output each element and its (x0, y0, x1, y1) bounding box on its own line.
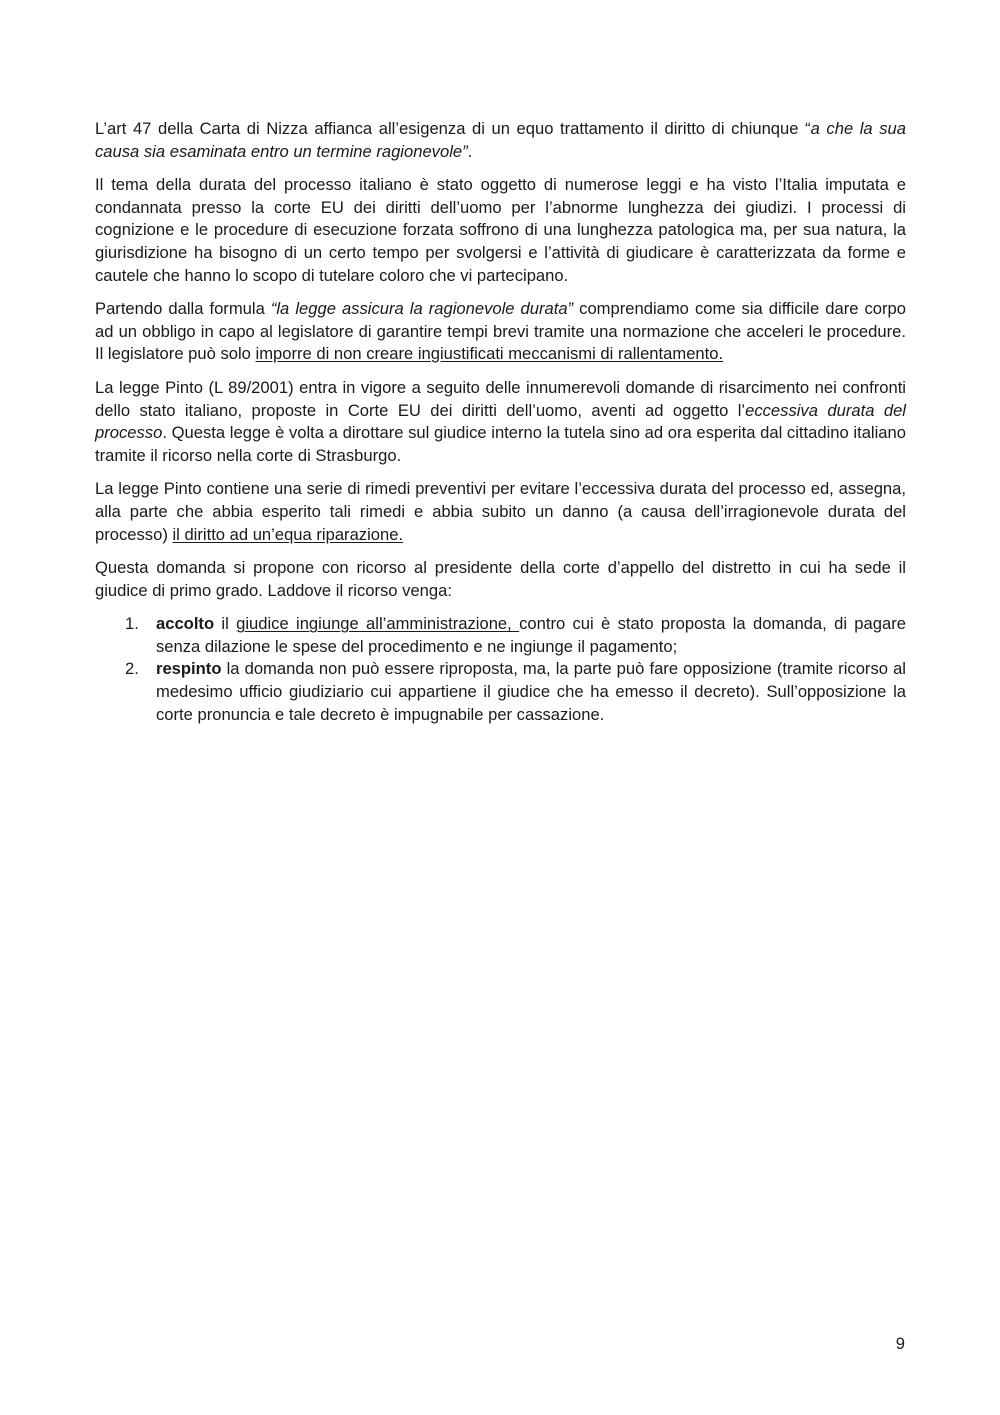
paragraph-legge-pinto-rimedi: La legge Pinto contiene una serie di rimedi preventivi per evitare l’eccessiva durata del processo ed, assegna, alla parte che abbia esperito tali rimedi e abbia subito un danno (a causa dell’irragionevole durata del processo) il diritto ad un’equa riparazione. (95, 479, 906, 544)
italic-text: eccessiva durata del processo (95, 400, 906, 443)
list-item: 2. respinto la domanda non può essere riproposta, ma, la parte può fare opposizione (tramite ricorso al medesimo ufficio giudiziario cui appartiene il giudice che ha emesso il decreto). Sull’opposizione la corte pronuncia e tale decreto è impugnabile per cassazione. (125, 659, 906, 724)
underlined-text: giudice ingiunge all’amministrazione, (236, 614, 520, 634)
bold-term: accolto (156, 614, 215, 634)
document-body (95, 118, 906, 726)
paragraph-carta-nizza: L’art 47 della Carta di Nizza affianca all’esigenza di un equo trattamento il diritto di chiunque “a che la sua causa sia esaminata entro un termine ragionevole”. (95, 119, 906, 161)
paragraph-ragionevole-durata: Partendo dalla formula “la legge assicura la ragionevole durata” comprendiamo come sia difficile dare corpo ad un obbligo in capo al legislatore di garantire tempi brevi tramite una normazione che acceleri le procedure. Il legislatore può solo imporre di non creare ingiustificati meccanismi di rallentamento. (95, 299, 906, 364)
paragraph-legge-pinto-intro: La legge Pinto (L 89/2001) entra in vigore a seguito delle innumerevoli domande di risarcimento nei confronti dello stato italiano, proposte in Corte EU dei diritti dell’uomo, aventi ad oggetto l’eccessiva durata del processo. Questa legge è volta a dirottare sul giudice interno la tutela sino ad ora esperita dal cittadino italiano tramite il ricorso nella corte di Strasburgo. (95, 377, 906, 465)
list-number: 2. (125, 659, 139, 679)
bold-term: respinto (156, 659, 222, 679)
list-number: 1. (125, 614, 139, 634)
italic-quote: “la legge assicura la ragionevole durata” (270, 299, 574, 319)
list-item: 1. accolto il giudice ingiunge all’amministrazione, contro cui è stato proposta la domanda, di pagare senza dilazione le spese del procedimento e ne ingiunge il pagamento; (125, 614, 906, 656)
paragraph-domanda-ricorso: Questa domanda si propone con ricorso al presidente della corte d’appello del distretto in cui ha sede il giudice di primo grado. Laddove il ricorso venga: (95, 558, 906, 600)
italic-quote: a che la sua causa sia esaminata entro un termine ragionevole” (95, 119, 906, 161)
underlined-text: il diritto ad un’equa riparazione. (172, 524, 404, 544)
underlined-text: imporre di non creare ingiustificati meccanismi di rallentamento. (255, 344, 724, 364)
numbered-list (95, 613, 906, 726)
paragraph-durata-processo: Il tema della durata del processo italiano è stato oggetto di numerose leggi e ha visto l’Italia imputata e condannata presso la corte EU dei diritti dell’uomo per l’abnorme lunghezza dei giudizi. I processi di cognizione e le procedure di esecuzione forzata soffrono di una lunghezza patologica ma, per sua natura, la giurisdizione ha bisogno di un certo tempo per svolgersi e l’attività di giudicare è caratterizzata da forme e cautele che hanno lo scopo di tutelare coloro che vi partecipano. (95, 175, 906, 285)
page-number: 9 (895, 1334, 905, 1353)
